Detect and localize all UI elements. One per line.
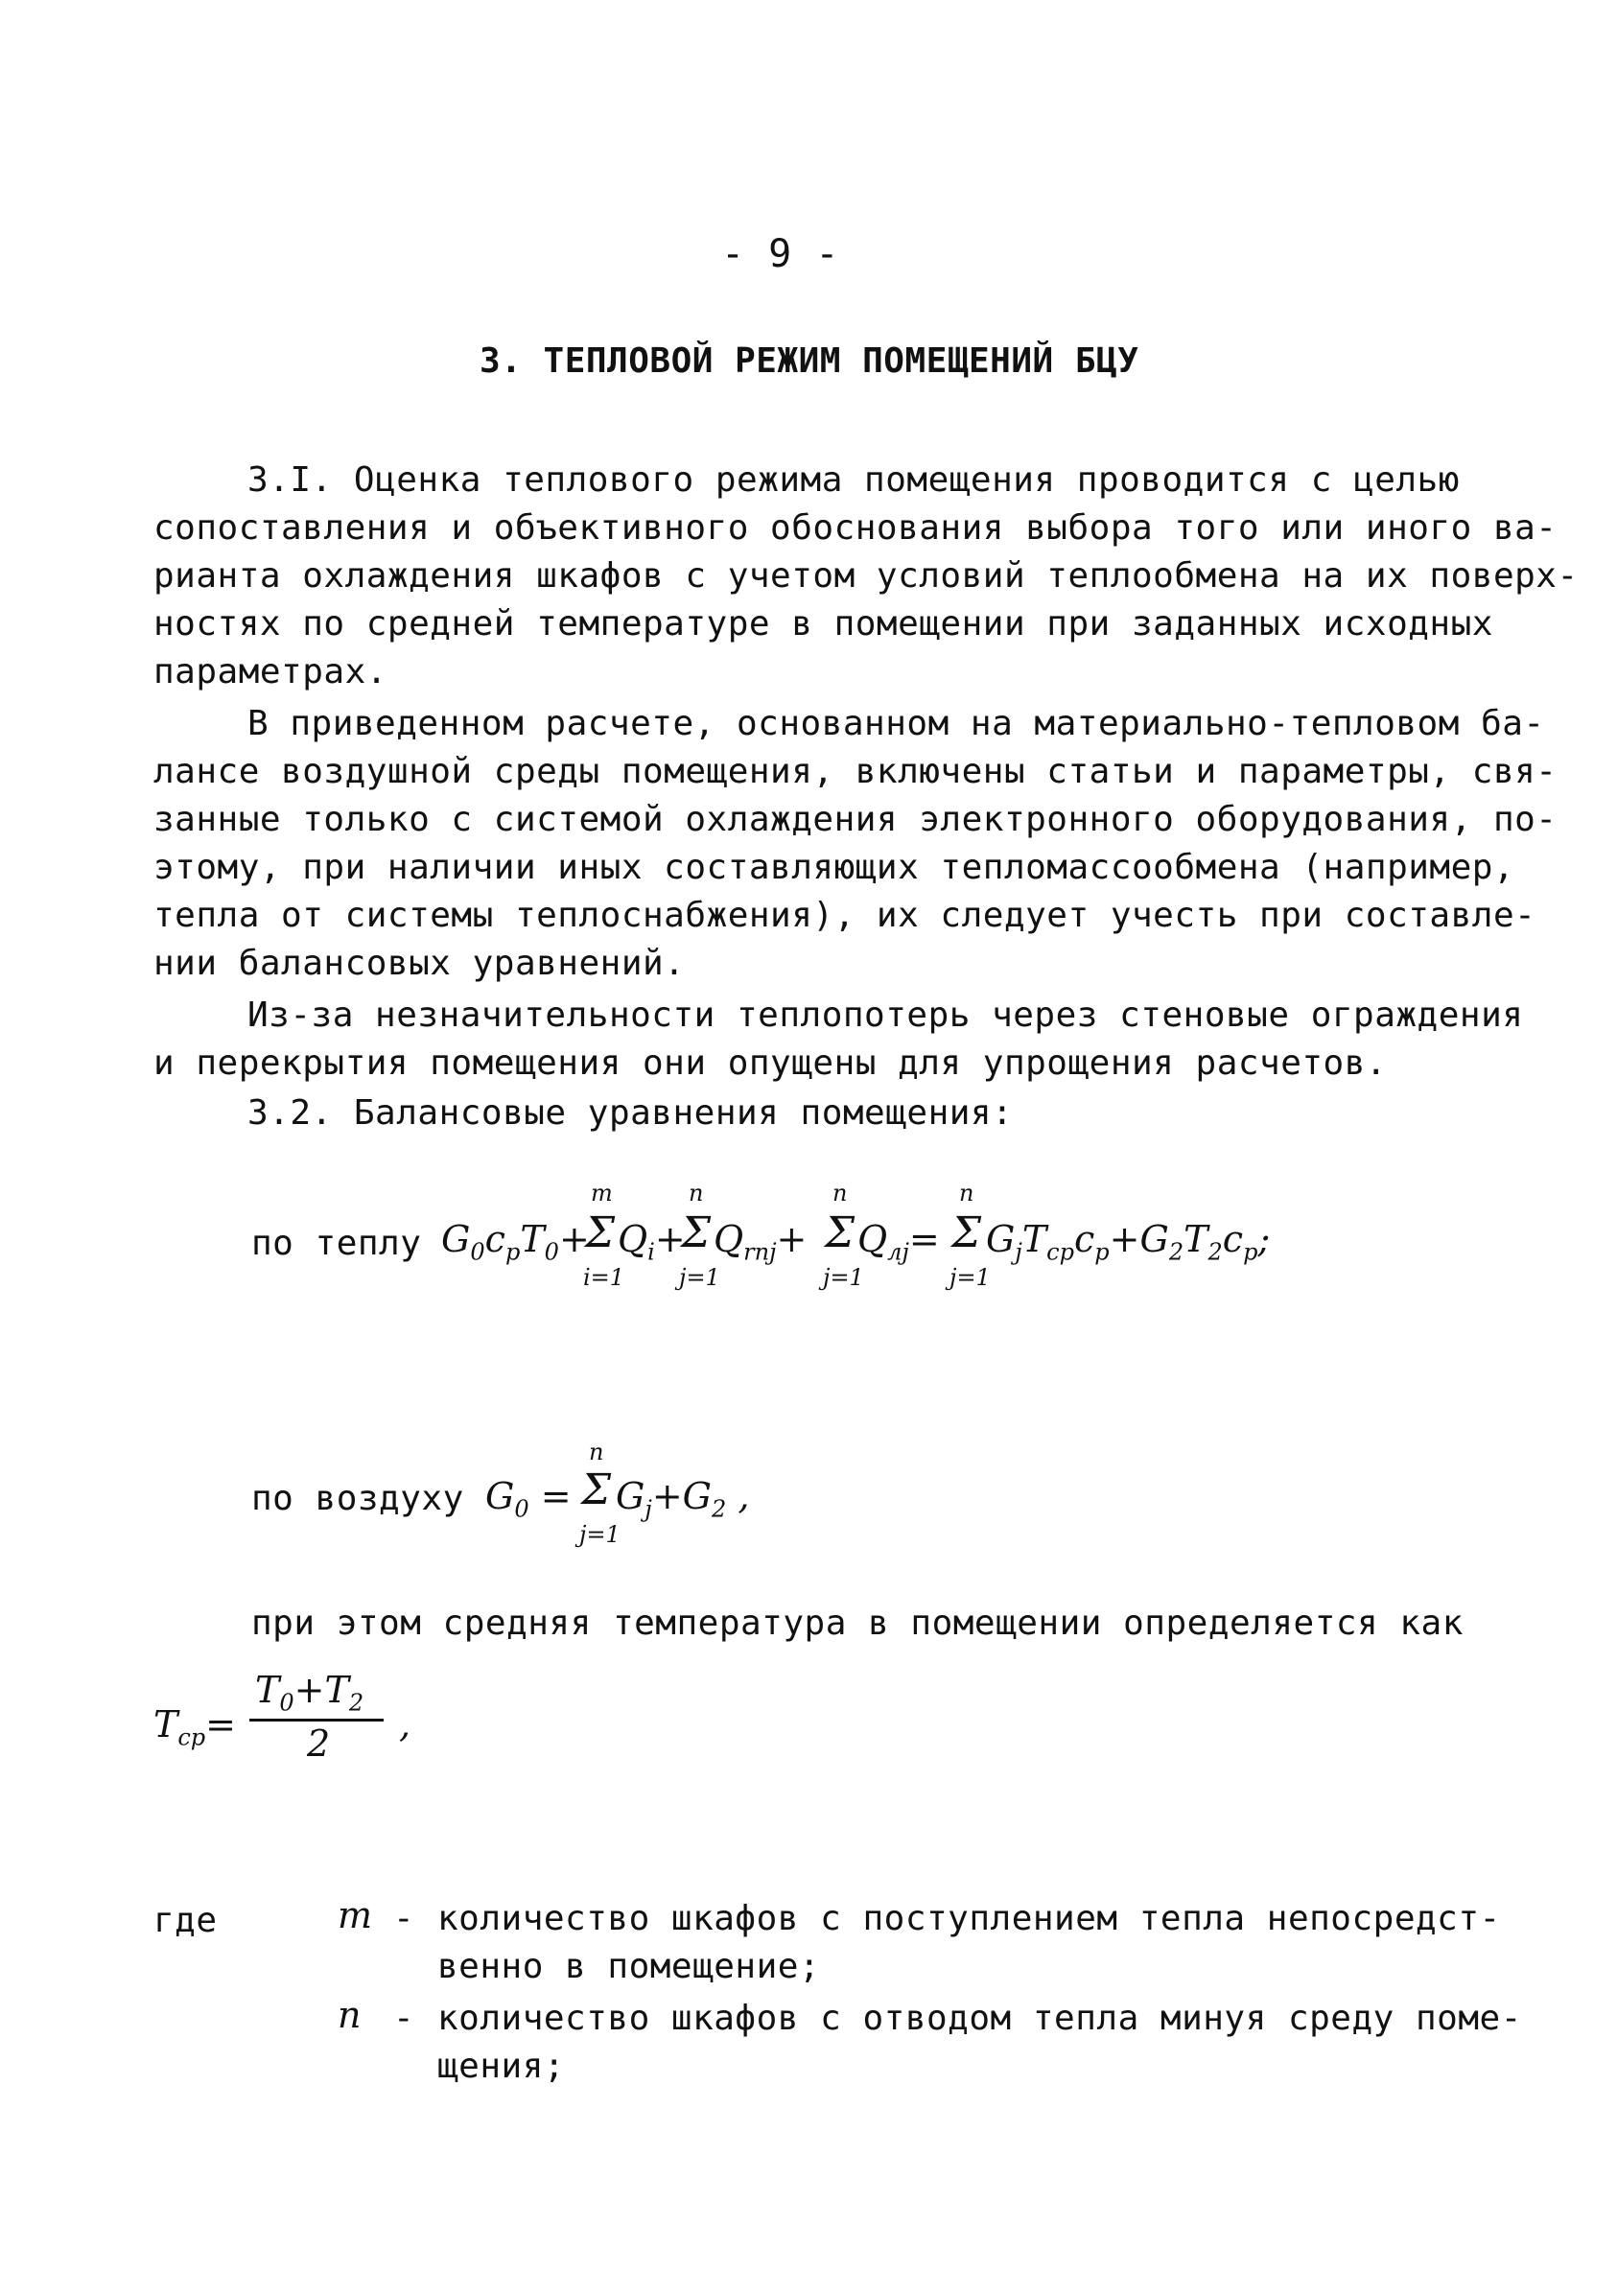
definition-line: венно в помещение; xyxy=(437,1947,821,1986)
section-heading: 3. ТЕПЛОВОЙ РЕЖИМ ПОМЕЩЕНИЙ БЦУ xyxy=(480,341,1139,381)
where-label: где xyxy=(153,1901,218,1940)
definition-dash: - xyxy=(393,1899,415,1938)
text-line: В приведенном расчете, основанном на материально-тепловом ба- xyxy=(247,704,1545,743)
definition-line: количество шкафов с поступлением тепла непосредст- xyxy=(437,1899,1501,1938)
text-line: сопоставления и объективного обоснования выбора того или иного ва- xyxy=(153,508,1558,548)
air-balance-equation: $G_0$ = n Σ j=1 $G_j+G_2$ , xyxy=(485,1439,750,1548)
symbol-m: m xyxy=(338,1894,373,1936)
text-line: и перекрытия помещения они опущены для упрощения расчетов. xyxy=(153,1043,1388,1083)
definition-line: количество шкафов с отводом тепла минуя среду поме- xyxy=(437,1999,1522,2038)
avg-temp-text: при этом средняя температура в помещении определяется как xyxy=(251,1604,1464,1643)
text-line: тепла от системы теплоснабжения), их следует учесть при составле- xyxy=(153,896,1536,935)
avg-temperature-formula: $T_{cp}=$ $T_0+T_2$ 2 , xyxy=(153,1669,411,1765)
text-line: параметрах. xyxy=(153,652,387,691)
air-equation-label: по воздуху xyxy=(251,1479,464,1518)
definition-dash: - xyxy=(393,1999,415,2038)
heat-equation-label: по теплу xyxy=(251,1224,422,1263)
definition-line: щения; xyxy=(437,2047,566,2086)
text-line: Из-за незначительности теплопотерь через стеновые ограждения xyxy=(247,996,1524,1035)
text-line: занные только с системой охлаждения электронного оборудования, по- xyxy=(153,800,1558,839)
text-line: 3.I. Оценка теплового режима помещения проводится с целью xyxy=(247,460,1460,500)
text-line: нии балансовых уравнений. xyxy=(153,944,686,983)
paragraph-3-2: 3.2. Балансовые уравнения помещения: xyxy=(247,1093,1014,1133)
symbol-n: n xyxy=(338,1994,362,2036)
text-line: лансе воздушной среды помещения, включены статьи и параметры, свя- xyxy=(153,752,1558,791)
text-line: ностях по средней температуре в помещении при заданных исходных xyxy=(153,604,1493,644)
page-number: - 9 - xyxy=(721,232,839,276)
text-line: этому, при наличии иных составляющих тепломассообмена (например, xyxy=(153,848,1515,887)
text-line: рианта охлаждения шкафов с учетом условий теплообмена на их поверх- xyxy=(153,556,1579,596)
heat-balance-equation: $G_0c_pT_0+$ m Σ i=1 $Q_i+$ n Σ j=1 $Q_{rnj}+$ n Σ j=1 $Q_{лj}=$ n Σ j=1 $G_jT_{cp}c_p+G_2T_2c_p$; xyxy=(441,1180,1271,1291)
